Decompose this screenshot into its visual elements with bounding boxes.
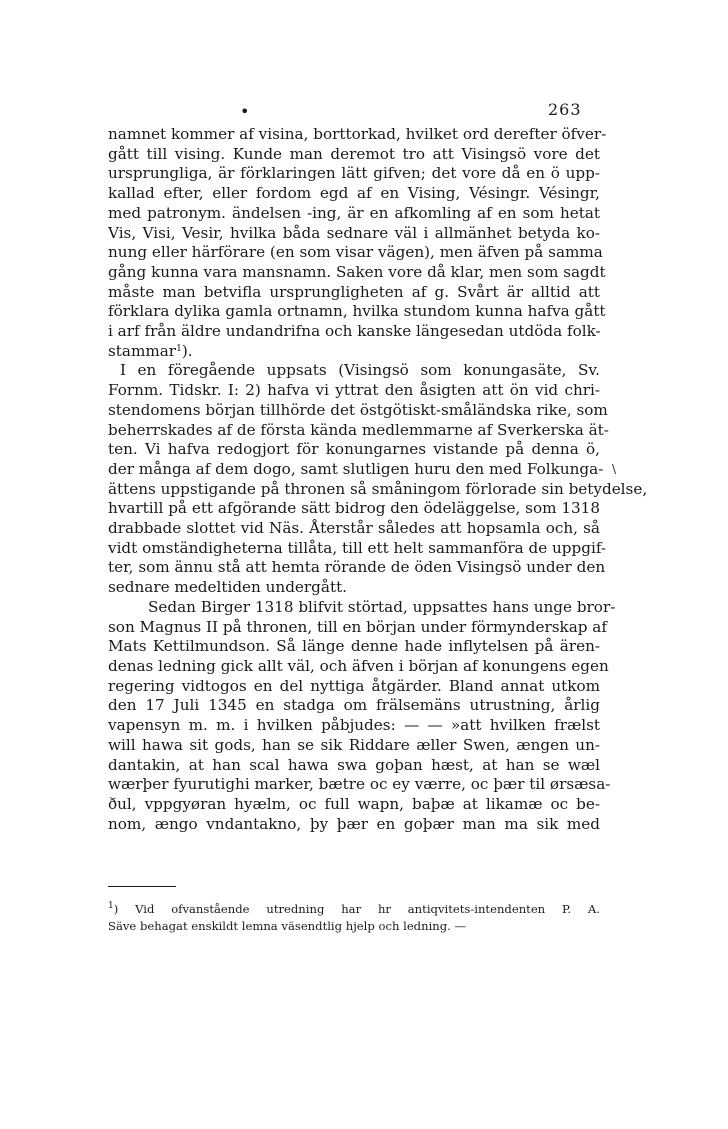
text-line-content: Mats Kettilmundson. Så länge denne hade inflytelsen på ären-	[108, 637, 600, 656]
text-line	[108, 204, 600, 224]
footnote-line	[108, 918, 600, 935]
text-line-content: Vis, Visi, Vesir, hvilka båda sednare väl i allmänhet betyda ko-	[108, 223, 600, 242]
text-line-tail: ).	[181, 341, 193, 360]
text-line-content: vidt omständigheterna tillåta, till ett helt sammanföra de uppgif-	[108, 538, 607, 557]
text-line-content: den 17 Juli 1345 en stadga om frälsemäns utrustning, årlig	[108, 696, 600, 715]
footnote-text: Säve behagat enskildt lemna väsendtlig hjelp och ledning. —	[108, 919, 467, 933]
page-number: 263	[548, 100, 582, 119]
text-line	[108, 617, 607, 638]
stray-mark: •	[240, 102, 250, 121]
text-line	[108, 775, 611, 795]
text-line	[108, 302, 606, 322]
text-line	[108, 283, 600, 303]
text-line	[108, 736, 600, 756]
text-line	[108, 440, 600, 460]
text-line	[108, 795, 600, 815]
footnotes	[108, 901, 600, 935]
text-line-content: Sedan Birger 1318 blifvit störtad, uppsattes hans unge bror-	[148, 597, 616, 616]
text-line-content: ättens uppstigande på thronen så småningom förlorade sin betydelse,	[108, 479, 648, 498]
text-line	[108, 322, 600, 342]
text-line-content: beherrskades af de första kända medlemmarne af Sverkerska ät-	[108, 420, 609, 439]
text-line-content: kallad efter, eller fordom egd af en Vising, Vésingr. Vésingr,	[108, 184, 600, 203]
text-line-content: Fornm. Tidskr. I: 2) hafva vi yttrat den åsigten att ön vid chri-	[108, 381, 600, 400]
text-line-content: gått till vising. Kunde man deremot tro att Visingsö vore det	[108, 144, 600, 163]
text-line-content: drabbade slottet vid Näs. Återstår således att hopsamla och, så	[108, 519, 600, 538]
footnote-text: ) Vid ofvanstående utredning har hr antiqvitets-intendenten P. A.	[113, 902, 600, 916]
text-line-content: med patronym. ändelsen -ing, är en afkomling af en som hetat	[108, 203, 600, 222]
text-line-content: ðul, vppgyøran hyælm, oc full wapn, baþæ at likamæ oc be-	[108, 794, 600, 813]
text-line-content: vapensyn m. m. i hvilken påbjudes: — — »att hvilken frælst	[108, 716, 600, 735]
text-line-content: stendomens början tillhörde det östgötiskt-småländska rike, som	[108, 400, 608, 419]
text-line-content: stammar	[108, 341, 177, 360]
text-line-content: will hawa sit gods, han se sik Riddare æller Swen, ængen un-	[108, 735, 600, 754]
text-line	[108, 578, 600, 598]
text-line-content: gång kunna vara mansnamn. Saken vore då klar, men som sagdt	[108, 262, 606, 281]
text-line	[108, 400, 608, 421]
text-line	[108, 558, 606, 578]
text-line-content: wærþer fyurutighi marker, bætre oc ey værre, oc þær til ørsæsa-	[108, 775, 611, 794]
text-line	[108, 184, 600, 204]
text-line-content: I en föregående uppsats (Visingsö som konungasäte, Sv.	[120, 361, 600, 380]
text-line	[108, 815, 600, 835]
text-line	[108, 381, 600, 401]
text-line-content: hvartill på ett afgörande sätt bidrog den ödeläggelse, som 1318	[108, 499, 600, 518]
text-line-content: denas ledning gick allt väl, och äfven i början af konungens egen	[108, 656, 609, 675]
text-line-content: son Magnus II på thronen, till en början under förmynderskap af	[108, 617, 607, 636]
text-line	[108, 224, 600, 244]
text-line	[108, 164, 600, 184]
text-line	[108, 499, 600, 519]
footnote-rule	[108, 886, 176, 887]
text-line	[108, 479, 648, 500]
text-line	[108, 361, 600, 381]
text-line-content: ten. Vi hafva redogjort för konungarnes vistande på denna ö,	[108, 440, 600, 459]
text-line-content: nung eller härförare (en som visar vägen), men äfven på samma	[108, 243, 603, 262]
text-line	[108, 538, 607, 559]
text-line-content: namnet kommer af visina, borttorkad, hvilket ord derefter öfver-	[108, 125, 607, 143]
footnote-reference: 1	[176, 343, 182, 354]
text-line-content: i arf från äldre undandrifna och kanske längesedan utdöda folk-	[108, 322, 601, 341]
text-line	[108, 145, 600, 165]
margin-mark: \	[612, 462, 617, 476]
text-line-content: nom, ængo vndantakno, þy þær en goþær man ma sik med	[108, 814, 600, 833]
body-text	[108, 125, 648, 834]
text-line-content: ter, som ännu stå att hemta rörande de öden Visingsö under den	[108, 558, 606, 577]
text-line	[108, 262, 606, 283]
text-line	[108, 716, 600, 736]
text-line-content: förklara dylika gamla ortnamn, hvilka stundom kunna hafva gått	[108, 302, 606, 321]
footnote-line	[108, 901, 600, 918]
text-line-content: dantakin, at han scal hawa swa goþan hæst, at han se wæl	[108, 755, 600, 774]
text-line-content: måste man betvifla ursprungligheten af g. Svårt är alltid att	[108, 282, 600, 301]
text-line	[108, 243, 603, 263]
text-line-content: der många af dem dogo, samt slutligen huru den med Folkunga-	[108, 459, 604, 478]
text-line	[108, 756, 600, 776]
text-line-content: regering vidtogos en del nyttiga åtgärder. Bland annat utkom	[108, 676, 600, 695]
text-line	[108, 637, 600, 657]
text-line	[108, 656, 609, 677]
text-line-content: ursprungliga, är förklaringen lätt gifven; det vore då en ö upp-	[108, 164, 600, 183]
text-line	[108, 342, 600, 362]
text-line	[108, 677, 600, 697]
text-line	[108, 459, 604, 480]
text-line-content: sednare medeltiden undergått.	[108, 578, 347, 597]
text-line	[108, 696, 600, 716]
text-line	[108, 420, 609, 441]
text-line	[108, 597, 616, 618]
text-line	[108, 125, 607, 145]
footnote-marker: 1	[108, 901, 114, 911]
text-line	[108, 519, 600, 539]
